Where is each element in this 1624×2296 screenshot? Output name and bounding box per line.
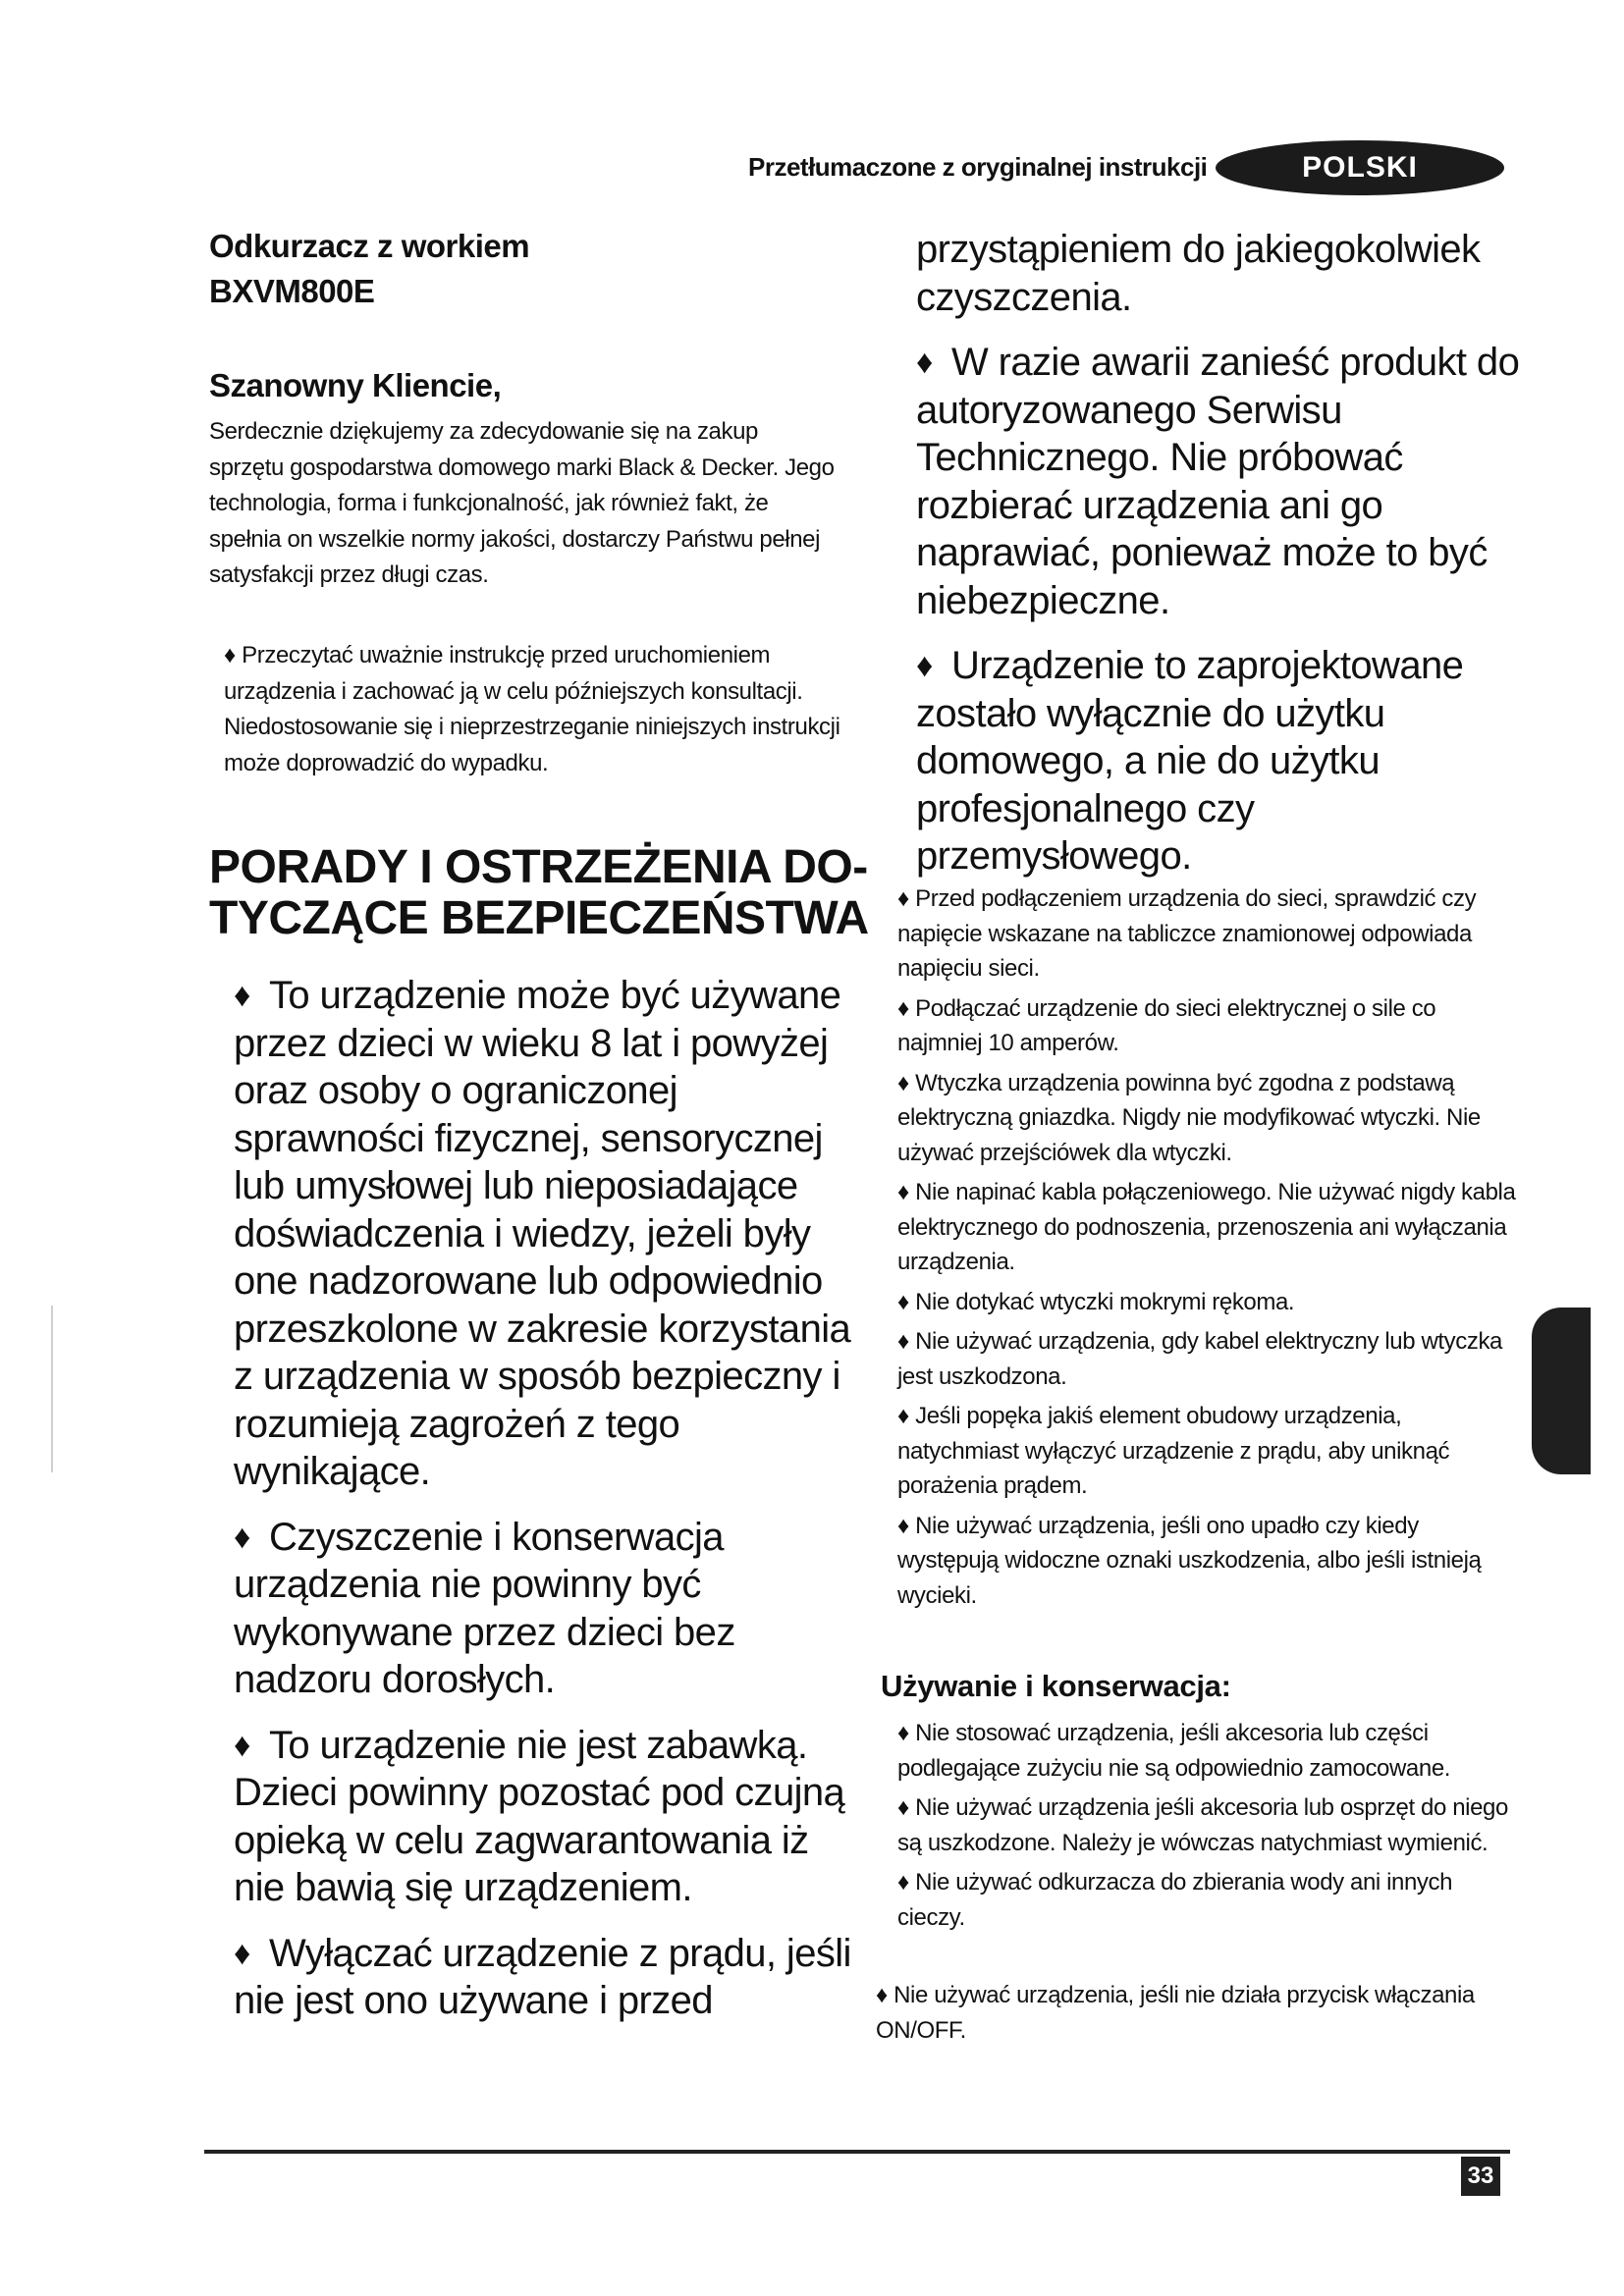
list-item: ♦ Nie stosować urządzenia, jeśli akcesoria lub części podlegające zużyciu nie są odpowiednio zamocowane. [897, 1720, 1451, 1782]
safety-big-list [234, 972, 862, 2043]
usage-list [897, 1716, 1526, 1940]
list-item: ♦ Wtyczka urządzenia powinna być zgodna z podstawą elektryczną gniazdka. Nigdy nie modyfikować wtyczki. Nie używać przejściówek dla wtyczki. [897, 1069, 1481, 1166]
safety-item-text: To urządzenie może być używane przez dzieci w wieku 8 lat i powyżej oraz osoby o ograniczonej sprawności fizycznej, sensorycznej lub umysłowej lub nieposiadające doświadczenia i wiedzy, jeżeli były one nadzorowane lub odpowiednio przeszkolone w zakresie korzystania z urządzenia w sposób bezpieczny i rozumieją zagrożeń z tego wynikające. [234, 974, 851, 1493]
language-side-tab [1532, 1308, 1591, 1474]
list-item: ♦ Nie dotykać wtyczki mokrymi rękoma. [897, 1288, 1295, 1315]
list-item: ♦ Podłączać urządzenie do sieci elektrycznej o sile co najmniej 10 amperów. [897, 994, 1436, 1056]
list-item: ♦ Nie używać urządzenia, gdy kabel elektryczny lub wtyczka jest uszkodzona. [897, 1328, 1502, 1390]
page-number: 33 [1461, 2157, 1500, 2196]
translation-note: Przetłumaczone z oryginalnej instrukcji [748, 152, 1208, 182]
list-item [234, 1514, 862, 1704]
safety-title-line1: PORADY I OSTRZEŻENIA DO- [209, 841, 868, 893]
product-title [209, 224, 529, 314]
read-instructions-text: Przeczytać uważnie instrukcję przed uruchomieniem urządzenia i zachować ją w celu późniejszych konsultacji. Niedostosowanie się i nieprzestrzeganie niniejszych instrukcji może doprowadzić do wypadku. [224, 642, 840, 776]
usage-last-item: ♦ Nie używać urządzenia, jeśli nie działa przycisk włączania ON/OFF. [876, 1982, 1475, 2044]
usage-section-title: Używanie i konserwacja: [881, 1669, 1231, 1703]
list-item: ♦ Nie używać urządzenia jeśli akcesoria lub osprzęt do niego są uszkodzone. Należy je wówczas natychmiast wymienić. [897, 1794, 1508, 1856]
list-item [234, 972, 862, 1496]
product-model: BXVM800E [209, 273, 375, 309]
bullet-icon: ♦ [224, 642, 236, 668]
bullet-icon: ♦ [234, 977, 250, 1014]
list-item [916, 339, 1525, 624]
product-title-line1: Odkurzacz z workiem [209, 228, 530, 264]
list-item [234, 1722, 862, 1912]
safety-title-line2: TYCZĄCE BEZPIECZEŃSTWA [209, 892, 869, 944]
list-item [234, 1930, 862, 2025]
bullet-icon: ♦ [916, 647, 933, 684]
safety-section-title [209, 842, 869, 944]
bullet-icon: ♦ [916, 344, 933, 381]
safety-item-text: W razie awarii zanieść produkt do autoryzowanego Serwisu Technicznego. Nie próbować rozbierać urządzenia ani go naprawiać, ponieważ może to być niebezpieczne. [916, 341, 1520, 622]
read-instructions-note [224, 638, 842, 781]
footer-rule [204, 2150, 1510, 2154]
safety-item-text: Urządzenie to zaprojektowane zostało wyłącznie do użytku domowego, a nie do użytku profesjonalnego czy przemysłowego. [916, 644, 1464, 878]
safety-small-list [897, 881, 1526, 1618]
list-item: ♦ Jeśli popęka jakiś element obudowy urządzenia, natychmiast wyłączyć urządzenie z prądu, aby uniknąć porażenia prądem. [897, 1403, 1450, 1499]
margin-line [51, 1306, 53, 1472]
safety-item-text: To urządzenie nie jest zabawką. Dzieci powinny pozostać pod czujną opieką w celu zagwarantowania iż nie bawią się urządzeniem. [234, 1723, 845, 1909]
safety-big-list-continued [916, 226, 1525, 881]
list-item: ♦ Nie napinać kabla połączeniowego. Nie używać nigdy kabla elektrycznego do podnoszenia, przenoszenia ani wyłączania urządzenia. [897, 1179, 1516, 1275]
list-item: ♦ Przed podłączeniem urządzenia do sieci, sprawdzić czy napięcie wskazane na tabliczce znamionowej odpowiada napięciu sieci. [897, 885, 1477, 982]
bullet-icon: ♦ [234, 1934, 250, 1972]
list-item: ♦ Nie używać odkurzacza do zbierania wody ani innych cieczy. [897, 1869, 1453, 1931]
bullet-icon: ♦ [234, 1726, 250, 1764]
greeting: Szanowny Kliencie, [209, 367, 502, 403]
list-item [916, 642, 1525, 881]
safety-item-text: Czyszczenie i konserwacja urządzenia nie powinny być wykonywane przez dzieci bez nadzoru dorosłych. [234, 1515, 735, 1701]
intro-text: Serdecznie dziękujemy za zdecydowanie się na zakup sprzętu gospodarstwa domowego marki Black & Decker. Jego technologia, forma i funkcjonalność, jak również fakt, że spełnia on wszelkie normy jakości, dostarczy Państwu pełnej satysfakcji przez długi czas. [209, 418, 835, 588]
bullet-icon: ♦ [234, 1518, 250, 1556]
safety-item-continued: przystąpieniem do jakiegokolwiek czyszczenia. [916, 228, 1481, 319]
safety-item-text: Wyłączać urządzenie z prądu, jeśli nie jest ono używane i przed [234, 1931, 851, 2022]
list-item: ♦ Nie używać urządzenia, jeśli ono upadło czy kiedy występują widoczne oznaki uszkodzenia, albo jeśli istnieją wycieki. [897, 1512, 1482, 1609]
language-badge: POLSKI [1216, 140, 1504, 195]
